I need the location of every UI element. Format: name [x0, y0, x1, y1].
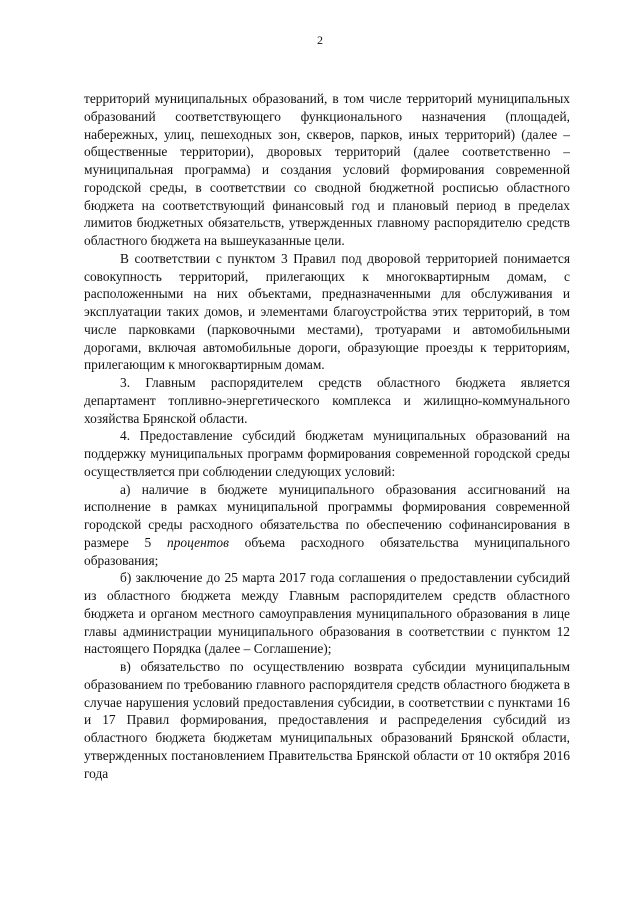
paragraph-territories: территорий муниципальных образований, в том числе территорий муниципальных образований соответствующего функционального назначения (площадей, набережных, улиц, пешеходных зон, скверов, парков, иных территорий) (далее – общественные территории), дворовых территорий (далее соответственно – муниципальная программа) и создания условий формирования современной городской среды, в соответствии со сводной бюджетной росписью областного бюджета на соответствующий финансовый год и плановый период в пределах лимитов бюджетных обязательств, утвержденных главному распорядителю средств областного бюджета на вышеуказанные цели. [84, 91, 570, 248]
paragraph-4a-text-end: объема расходного обязательства муниципального образования; [84, 534, 570, 568]
paragraph-yard-territory: В соответствии с пунктом 3 Правил под дворовой территорией понимается совокупность территорий, прилегающих к многоквартирным домам, с расположенными на них объектами, предназначенными для обслуживания и эксплуатации таких домов, и элементами благоустройства этих территорий, в том числе парковками (парковочными местами), тротуарами и автомобильными дорогами, включая автомобильные дороги, образующие проезды к территориям, прилегающим к многоквартирным домам. [84, 250, 570, 373]
page-number: 2 [317, 33, 323, 47]
paragraph-4a-text-start: а) наличие в бюджете муниципального образования ассигнований на исполнение в рамках муниципальной программы формирования современной городской среды расходного обязательства по обеспечению софинансирования в размере 5 [84, 481, 570, 550]
paragraph-4a-budget [84, 481, 570, 570]
paragraph-3-main-distributor: 3. Главным распорядителем средств областного бюджета является департамент топливно-энергетического комплекса и жилищно-коммунального хозяйства Брянской области. [84, 375, 570, 426]
paragraph-4-conditions: 4. Предоставление субсидий бюджетам муниципальных образований на поддержку муниципальных программ формирования современной городской среды осуществляется при соблюдении следующих условий: [84, 428, 570, 479]
document-body [84, 90, 570, 782]
paragraph-4c-obligation: в) обязательство по осуществлению возврата субсидии муниципальным образованием по требованию главного распорядителя средств областного бюджета в случае нарушения условий предоставления субсидии, в соответствии с пунктами 16 и 17 Правил формирования, предоставления и распределения субсидий из областного бюджета бюджетам муниципальных образований Брянской области, утвержденных постановлением Правительства Брянской области от 10 октября 2016 года [84, 659, 570, 781]
paragraph-4a-italic: процентов [167, 534, 229, 550]
paragraph-4b-agreement: б) заключение до 25 марта 2017 года соглашения о предоставлении субсидий из областного бюджета между Главным распорядителем средств областного бюджета и органом местного самоуправления муниципального образования в лице главы администрации муниципального образования в соответствии с пунктом 12 настоящего Порядка (далее – Соглашение); [84, 570, 570, 657]
